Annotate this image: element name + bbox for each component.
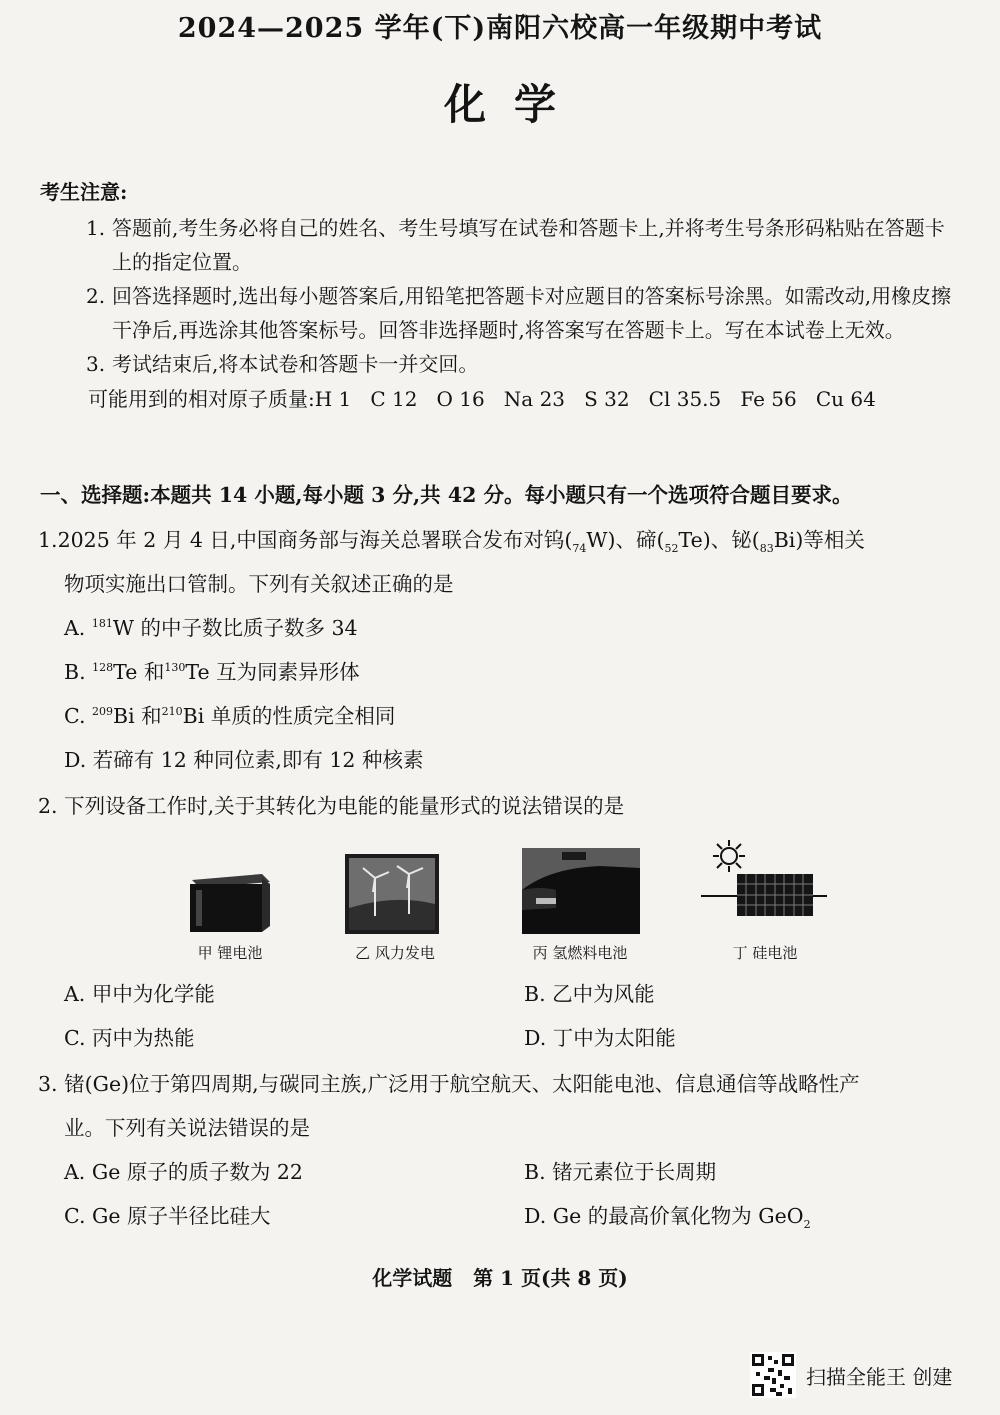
q3-option-a: A. Ge 原子的质子数为 22 (64, 1160, 303, 1184)
q3-stem: 3. 锗(Ge)位于第四周期,与碳同主族,广泛用于航空航天、太阳能电池、信息通信等战略性产 (38, 1072, 860, 1096)
element-symbol: Te (113, 660, 138, 684)
device-caption: 丁 硅电池 (732, 944, 798, 962)
exam-title: 2024—2025 学年(下)南阳六校高一年级期中考试 (177, 13, 823, 44)
q1-option-b (38, 650, 958, 694)
note-item-2 (40, 279, 960, 347)
q2-option-row (38, 972, 958, 1016)
q1-stem-sep: )、铋( (702, 528, 760, 552)
note-text: 答题前,考生务必将自己的姓名、考生号填写在试卷和答题卡上,并将考生号条形码粘贴在答题卡上的指定位置。 (112, 216, 945, 274)
mass-number: 130 (164, 661, 186, 675)
notes-heading: 考生注意: (40, 180, 128, 204)
solar-panel-icon (695, 838, 835, 938)
option-text: D. Ge 的最高价氧化物为 GeO (524, 1204, 804, 1228)
q2-option-c: C. 丙中为热能 (64, 1026, 195, 1050)
w-symbol: W (586, 528, 608, 552)
device-wind-power (335, 838, 455, 968)
page-footer: 化学试题 第 1 页(共 8 页) (372, 1266, 628, 1290)
note-text: 考试结束后,将本试卷和答题卡一并交回。 (112, 352, 479, 376)
question-3 (38, 1062, 958, 1238)
q3-option-row (38, 1150, 958, 1194)
wind-turbine-icon (335, 838, 455, 938)
atomic-masses: 可能用到的相对原子质量:H 1 C 12 O 16 Na 23 S 32 Cl 35.5 Fe 56 Cu 64 (88, 387, 876, 411)
element-symbol: Te (185, 660, 210, 684)
device-lithium-battery (170, 838, 290, 968)
element-symbol: Bi (182, 704, 205, 728)
q1-stem (38, 518, 958, 562)
q2-stem: 2. 下列设备工作时,关于其转化为电能的能量形式的说法错误的是 (38, 794, 625, 818)
q3-option-c: C. Ge 原子半径比硅大 (64, 1204, 271, 1228)
mass-number: 128 (92, 661, 114, 675)
option-label: A. (64, 616, 86, 640)
q1-stem-sep: )、碲( (607, 528, 665, 552)
q1-option-a (38, 606, 958, 650)
w-atomic-number: 74 (572, 542, 587, 556)
option-text: 单质的性质完全相同 (204, 704, 396, 728)
lithium-battery-icon (170, 838, 290, 938)
q2-option-d: D. 丁中为太阳能 (524, 1026, 676, 1050)
q1-option-c (38, 694, 958, 738)
mass-number: 209 (92, 705, 114, 719)
note-text: 回答选择题时,选出每小题答案后,用铅笔把答题卡对应题目的答案标号涂黑。如需改动,用橡皮擦干净后,再选涂其他答案标号。回答非选择题时,将答案写在答题卡上。写在本试卷上无效。 (112, 284, 952, 342)
q1-stem-text: 2025 年 2 月 4 日,中国商务部与海关总署联合发布对钨( (57, 528, 573, 552)
note-number: 3. (86, 352, 106, 376)
option-text: 互为同素异形体 (209, 660, 360, 684)
device-caption: 乙 风力发电 (355, 944, 435, 962)
hydrogen-car-icon (510, 838, 650, 938)
formula-subscript: 2 (803, 1218, 811, 1232)
qr-code-icon (750, 1352, 796, 1398)
subject-title: 化学 (443, 80, 584, 129)
mass-number: 210 (161, 705, 183, 719)
q2-option-row (38, 1016, 958, 1060)
candidate-notes (40, 176, 960, 417)
q3-stem-line-2: 业。下列有关说法错误的是 (64, 1116, 310, 1140)
bi-atomic-number: 83 (759, 542, 774, 556)
q1-stem-line-2: 物项实施出口管制。下列有关叙述正确的是 (64, 572, 454, 596)
device-hydrogen-fuel-cell (510, 838, 650, 968)
q2-options (38, 972, 958, 1060)
note-number: 1. (86, 216, 106, 240)
scanner-text: 扫描全能王 创建 (806, 1364, 953, 1389)
option-label: B. (64, 660, 86, 684)
q3-option-b: B. 锗元素位于长周期 (524, 1160, 717, 1184)
q1-number: 1. (38, 528, 58, 552)
q1-option-d: D. 若碲有 12 种同位素,即有 12 种核素 (64, 748, 424, 772)
question-2 (38, 784, 958, 828)
note-item-1 (40, 211, 960, 279)
option-text: 的中子数比质子数多 34 (133, 616, 358, 640)
option-text: 和 (134, 704, 162, 728)
bi-symbol: Bi (773, 528, 796, 552)
question-1 (38, 518, 958, 782)
option-text: 和 (137, 660, 165, 684)
device-caption: 丙 氢燃料电池 (532, 944, 628, 962)
scanner-watermark (750, 1352, 952, 1398)
note-number: 2. (86, 284, 106, 308)
element-symbol: Bi (113, 704, 135, 728)
te-atomic-number: 52 (664, 542, 679, 556)
q3-option-row (38, 1194, 958, 1238)
device-silicon-cell (695, 838, 835, 968)
device-caption: 甲 锂电池 (197, 944, 263, 962)
option-label: C. (64, 704, 86, 728)
device-figures (0, 838, 1000, 968)
note-item-3 (40, 347, 960, 381)
section-heading: 一、选择题:本题共 14 小题,每小题 3 分,共 42 分。每小题只有一个选项符合题目要求。 (40, 483, 853, 507)
element-symbol: W (112, 616, 134, 640)
q2-option-a: A. 甲中为化学能 (64, 982, 215, 1006)
q2-option-b: B. 乙中为风能 (524, 982, 655, 1006)
te-symbol: Te (678, 528, 703, 552)
q3-option-d (498, 1194, 958, 1238)
mass-number: 181 (91, 617, 113, 631)
q1-stem-text: )等相关 (795, 528, 865, 552)
